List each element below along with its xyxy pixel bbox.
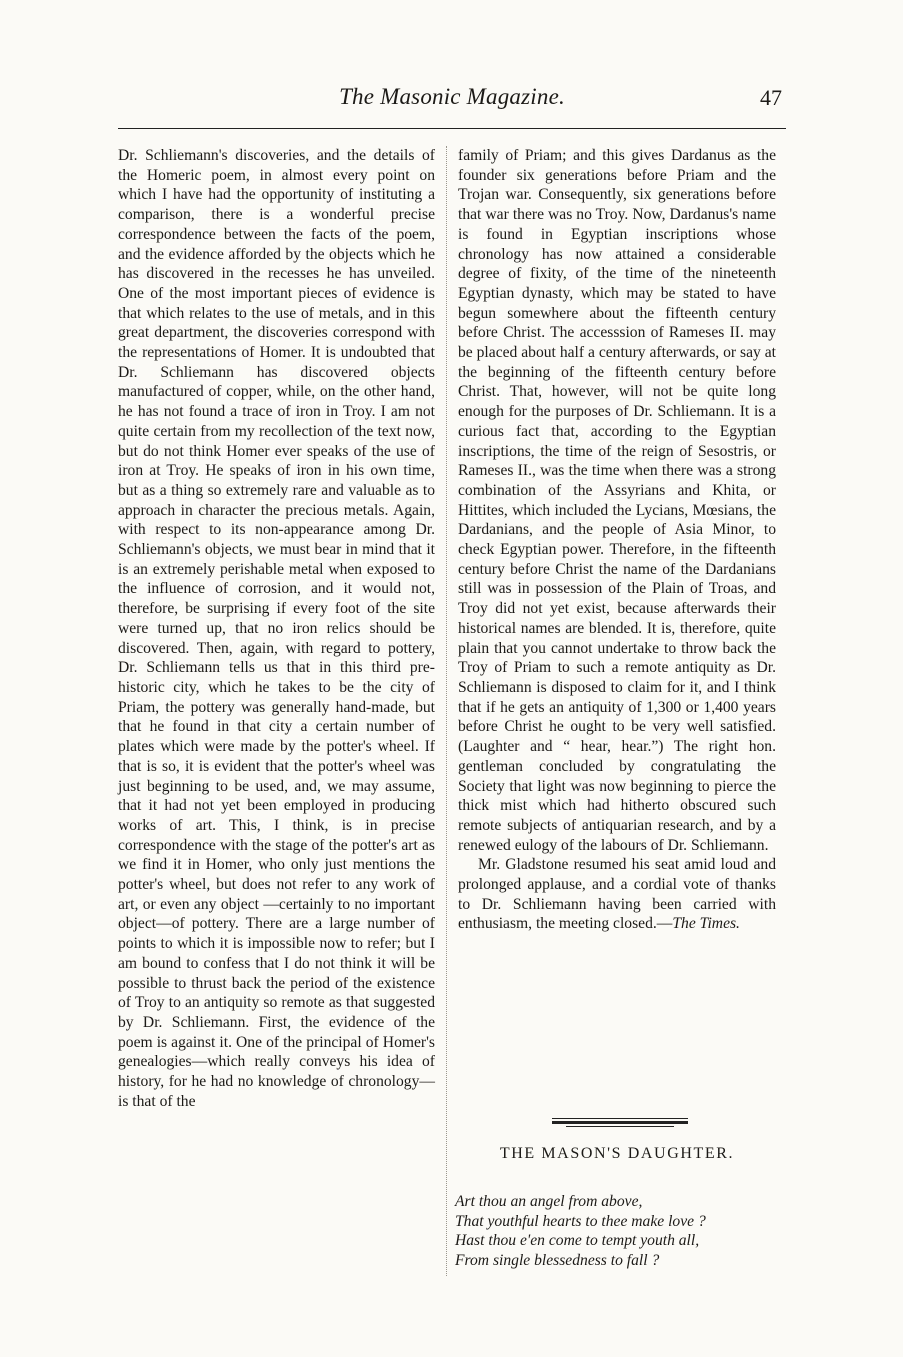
poem-body <box>455 1192 785 1271</box>
right-paragraph-1: family of Priam; and this gives Dardanus as the founder six generations before Priam and the Trojan war. Consequently, six generations before that war there was no Troy. Now, Dardanus's name is found in Egyptian inscriptions whose chronology has now attained a considerable degree of fixity, of the time of the nineteenth Egyptian dynasty, which may be stated to have begun somewhere about the fifteenth century before Christ. The accesssion of Rameses II. may be placed about half a century afterwards, or say at the beginning of the fifteenth century before Christ. That, however, will not be quite long enough for the purposes of Dr. Schliemann. It is a curious fact that, according to the Egyptian inscriptions, the time of the reign of Sesostris, or Rameses II., was the time when there was a strong combination of the Assyrians and Khita, or Hittites, which included the Lycians, Mœsians, the Dardanians, and the people of Asia Minor, to check Egyptian power. Therefore, in the fifteenth century before Christ the name of the Dardanians still was in possession of the Plain of Troas, and Troy did not yet exist, because afterwards their historical names are blended. It is, therefore, quite plain that you cannot undertake to throw back the Troy of Priam to such a remote antiquity as Dr. Schliemann is disposed to claim for it, and I think that if he gets an antiquity of 1,300 or 1,400 years before Christ he ought to be very well satisfied. (Laughter and “ hear, hear.”) The right hon. gentleman concluded by congratulating the Society that light was now beginning to pierce the thick mist which had hitherto obscured such remote subjects of antiquarian research, and by a renewed eulogy of the labours of Dr. Schliemann. <box>458 147 776 854</box>
left-column-text: Dr. Schliemann's discoveries, and the details of the Homeric poem, in almost every point on which I have had the opportunity of instituting a comparison, there is a wonderful precise correspondence between the facts of the poem, and the evidence afforded by the objects which he has discovered in the recesses he has unveiled. One of the most important pieces of evidence is that which relates to the use of metals, and in this great department, the discoveries correspond with the representations of Homer. It is undoubted that Dr. Schliemann has discovered objects manufactured of copper, while, on the other hand, he has not found a trace of iron in Troy. I am not quite certain from my recollection of the text now, but do not think Homer ever speaks of the use of iron at Troy. He speaks of iron in his own time, but as a thing so extremely rare and valuable as to approach in character the precious metals. Again, with respect to its non-appearance among Dr. Schliemann's objects, we must bear in mind that it is an extremely perishable metal when exposed to the influence of corrosion, and it would not, therefore, be surprising if every foot of the site were turned up, that no iron relics should be discovered. Then, again, with regard to pottery, Dr. Schliemann tells us that in this third pre-historic city, which he takes to be the city of Priam, the pottery was generally hand-made, but that he found in that city a certain number of plates which were made by the potter's wheel. If that is so, it is evident that the potter's wheel was just beginning to be used, and, we may assume, that it had not yet been employed in producing works of art. This, I think, is in precise correspondence with the stage of the potter's art as we find it in Homer, who only just mentions the potter's wheel, but does not refer to any work of art, or even any object —certainly to no important object—of pottery. There are a large number of points to which it is impossible now to refer; but I am bound to confess that I do not think it will be possible to thrust back the period of the existence of Troy to an antiquity so remote as that suggested by Dr. Schliemann. First, the evidence of the poem is against it. One of the principal of Homer's genealogies—which really conveys his idea of history, for he had no knowledge of chronology—is that of the <box>118 147 435 1110</box>
right-column <box>458 146 776 934</box>
poem-line: Art thou an angel from above, <box>455 1193 643 1210</box>
left-column <box>118 146 435 1111</box>
poem-line: That youthful hearts to thee make love ? <box>455 1212 706 1230</box>
magazine-title: The Masonic Magazine. <box>339 84 565 109</box>
poem-line: From single blessedness to fall ? <box>455 1252 660 1270</box>
right-paragraph-2 <box>458 855 776 934</box>
poem-title: THE MASON'S DAUGHTER. <box>499 1145 735 1162</box>
header-rule <box>118 128 786 129</box>
page-header <box>118 84 786 124</box>
column-separator <box>446 146 447 1276</box>
source-citation: The Times. <box>672 915 740 933</box>
right-paragraph-2-text: Mr. Gladstone resumed his seat amid loud and prolonged applause, and a cordial vote of thanks to Dr. Schliemann having been carried with enthusiasm, the meeting closed.— <box>458 856 776 933</box>
poem-line: Hast thou e'en come to tempt youth all, <box>455 1232 700 1250</box>
section-ornament <box>552 1118 688 1127</box>
page-number: 47 <box>760 85 782 110</box>
